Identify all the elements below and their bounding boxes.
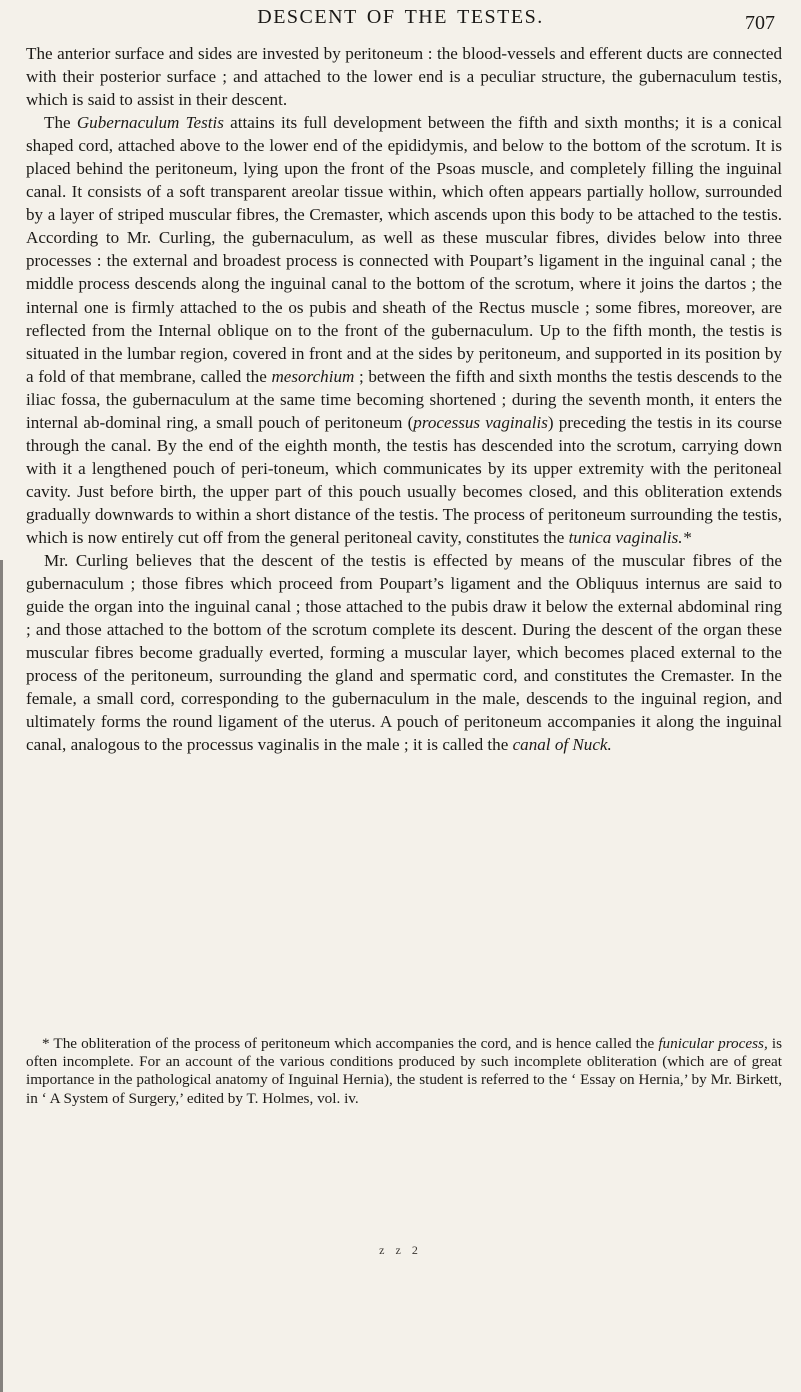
- text-run: * The obliteration of the process of peritoneum which accompanies the cord, and is hence called the: [42, 1035, 659, 1052]
- page-header: [0, 6, 801, 36]
- italic-term: processus vaginalis: [413, 412, 548, 432]
- italic-term: canal of Nuck.: [512, 735, 612, 755]
- italic-term: tunica vaginalis.*: [568, 527, 692, 547]
- main-text: [26, 42, 782, 756]
- signature-mark: z z 2: [379, 1243, 422, 1257]
- italic-term: Gubernaculum Testis: [76, 113, 224, 133]
- paragraph: [26, 549, 782, 756]
- italic-term: funicular process,: [658, 1035, 768, 1052]
- footnote: [26, 1035, 782, 1108]
- running-title: DESCENT OF THE TESTES.: [257, 6, 544, 28]
- italic-term: mesorchium: [271, 366, 355, 386]
- footnote-paragraph: [26, 1035, 782, 1108]
- text-run: The anterior surface and sides are invested by peritoneum : the blood-vessels and efferent ducts are connected with their posterior surface ; and attached to the lower end is a peculiar structure, the gubernaculum testis, which is said to assist in their descent.: [26, 44, 782, 110]
- text-run: is often incomplete. For an account of the various conditions produced by such incomplete obliteration (which are of great importance in the pathological anatomy of Inguinal Hernia), the student is referred to the ‘ Essay on Hernia,’ by Mr. Birkett, in ‘ A System of Surgery,’ edited by T. Holmes, vol. iv.: [26, 1035, 782, 1107]
- text-run: Mr. Curling believes that the descent of the testis is effected by means of the muscular fibres of the gubernaculum ; those fibres which proceed from Poupart’s ligament and the Obliquus internus are said to guide the organ into the inguinal canal ; those attached to the pubis draw it below the external abdominal ring ; and those attached to the bottom of the scrotum complete its descent. During the descent of the organ these muscular fibres become gradually everted, forming a muscular layer, which becomes placed external to the process of the peritoneum, surrounding the gland and spermatic cord, and constitutes the Cremaster. In the female, a small cord, corresponding to the gubernaculum in the male, descends to the inguinal region, and ultimately forms the round ligament of the uterus. A pouch of peritoneum accompanies it along the inguinal canal, analogous to the processus vaginalis in the male ; it is called the: [26, 551, 782, 755]
- paragraph: [26, 42, 782, 111]
- text-run: The: [44, 113, 77, 133]
- paragraph: [26, 111, 782, 549]
- text-run: ; between the fifth and sixth months the testis descends to the iliac fossa, the gubernaculum at the same time becoming shortened ; during the seventh month, it enters the internal ab-dominal ring, a small pouch of peritoneum (: [26, 366, 782, 432]
- page-number: 707: [745, 12, 775, 34]
- text-run: ) preceding the testis in its course through the canal. By the end of the eighth month, the testis has descended into the scrotum, carrying down with it a lengthened pouch of peri-toneum, which communicates by its upper extremity with the peritoneal cavity. Just before birth, the upper part of this pouch usually becomes closed, and this obliteration extends gradually downwards to within a short distance of the testis. The process of peritoneum surrounding the testis, which is now entirely cut off from the general peritoneal cavity, constitutes the: [26, 412, 782, 547]
- page-edge-shadow: [0, 560, 3, 1392]
- text-run: attains its full development between the fifth and sixth months; it is a conical shaped cord, attached above to the lower end of the epididymis, and below to the bottom of the scrotum. It is placed behind the peritoneum, lying upon the front of the Psoas muscle, and completely filling the inguinal canal. It consists of a soft transparent areolar tissue within, which often appears partially hollow, surrounded by a layer of striped muscular fibres, the Cremaster, which ascends upon this body to be attached to the testis. According to Mr. Curling, the gubernaculum, as well as these muscular fibres, divides below into three processes : the external and broadest process is connected with Poupart’s ligament in the inguinal canal ; the middle process descends along the inguinal canal to the bottom of the scrotum, where it joins the dartos ; the internal one is firmly attached to the os pubis and sheath of the Rectus muscle ; some fibres, moreover, are reflected from the Internal oblique on to the front of the gubernaculum. Up to the fifth month, the testis is situated in the lumbar region, covered in front and at the sides by peritoneum, and supported in its position by a fold of that membrane, called the: [26, 113, 782, 386]
